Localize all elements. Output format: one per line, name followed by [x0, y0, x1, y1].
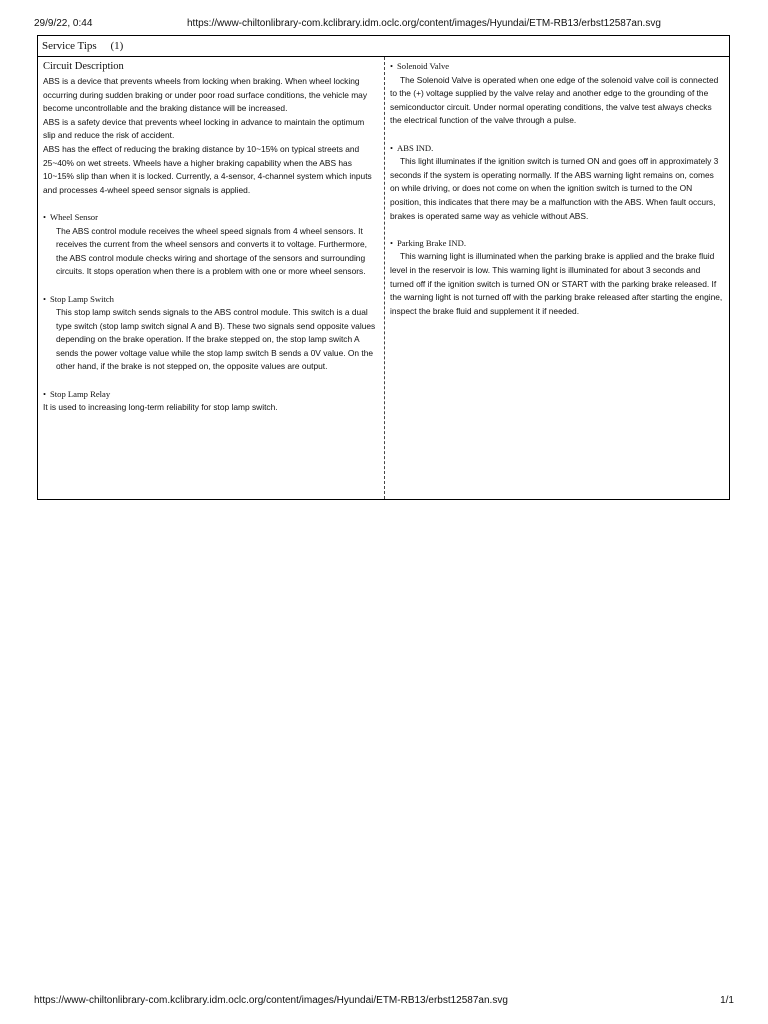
- right-column: [390, 60, 725, 318]
- page-title: Service Tips (1): [42, 40, 124, 52]
- title-bar: [38, 36, 729, 57]
- page-number: 1/1: [720, 995, 734, 1006]
- section-abs-ind: [390, 142, 725, 224]
- section-wheel-sensor: [43, 211, 378, 279]
- service-tips-frame: [37, 35, 730, 500]
- bullet-icon: •: [43, 388, 47, 399]
- print-url-header: https://www-chiltonlibrary-com.kclibrary.idm.oclc.org/content/images/Hyundai/ETM-RB13/erbst12587an.svg: [187, 18, 661, 29]
- section-text: This light illuminates if the ignition switch is turned ON and goes off in approximately 3 seconds if the system is operating normally. If the ABS warning light remains on, comes on while driving, or does not come on when the ignition switch is turned to the ON position, this indicates that there may be a malfunction with the ABS. When fault occurs, brakes is operated same way as vehicle without ABS.: [390, 156, 719, 221]
- section-title: ABS IND.: [397, 142, 434, 153]
- print-date: 29/9/22, 0:44: [34, 18, 93, 29]
- circuit-description-heading: Circuit Description: [43, 61, 124, 72]
- column-divider: [384, 57, 385, 499]
- section-text: This stop lamp switch sends signals to the ABS control module. This switch is a dual type switch (stop lamp switch signal A and B). These two signals send opposite values depending on the brake operation. If the brake stepped on, the stop lamp switch A sends the power voltage value while the stop lamp switch B sends a 0V value. On the other hand, if the brake is not stepped on, the opposite values are output.: [56, 307, 376, 372]
- bullet-icon: •: [390, 61, 394, 71]
- section-text: It is used to increasing long-term reliability for stop lamp switch.: [43, 402, 278, 413]
- intro-paragraph-1: ABS is a device that prevents wheels from locking when braking. When wheel locking occurring during sudden braking or under poor road surface conditions, the vehicle may become uncontrollable and the braking distance will be increased.: [43, 76, 368, 114]
- bullet-icon: •: [43, 211, 47, 222]
- section-stop-lamp-switch: [43, 293, 378, 375]
- section-stop-lamp-relay: [43, 388, 378, 415]
- section-title: Solenoid Valve: [397, 61, 450, 71]
- bullet-icon: •: [390, 142, 394, 153]
- section-text: The Solenoid Valve is operated when one edge of the solenoid valve coil is connected to the (+) voltage supplied by the valve relay and another edge to the grounding of the semiconductor circuit. Under normal operating conditions, the valve test always checks the electrical function of the valve through a pulse.: [390, 74, 719, 126]
- left-column: [43, 60, 378, 415]
- intro-paragraph-3: ABS has the effect of reducing the braking distance by 10~15% on typical streets and 25~40% on wet streets. Wheels have a higher braking capability when the ABS has 10~15% slip than when it is locked. Currently, a 4-sensor, 4-channel system which inputs and processes 4-wheel speed sensor signals is applied.: [43, 143, 372, 195]
- bullet-icon: •: [390, 237, 394, 248]
- intro-paragraph-2: ABS is a safety device that prevents wheel locking in advance to maintain the optimum slip and reduce the risk of accident.: [43, 116, 365, 141]
- section-parking-brake-ind: [390, 237, 725, 319]
- section-title: Wheel Sensor: [50, 211, 98, 222]
- bullet-icon: •: [43, 293, 47, 304]
- section-title: Parking Brake IND.: [397, 237, 466, 248]
- section-text: This warning light is illuminated when the parking brake is applied and the brake fluid level in the reservoir is low. This warning light is illuminated for about 3 seconds and turned off if the ignition switch is turned ON or START with the parking brake released. If the warning light is not turned off with the parking brake released after starting the engine, inspect the brake fluid and supplement it if needed.: [390, 251, 723, 316]
- section-title: Stop Lamp Relay: [50, 388, 111, 399]
- section-text: The ABS control module receives the wheel speed signals from 4 wheel sensors. It receives the current from the wheel sensors and converts it to voltage. Furthermore, the ABS control module checks wiring and shortage of the sensors and surrounding circuits. It stops operation when there is a problem with one or more wheel sensors.: [56, 225, 367, 277]
- section-solenoid-valve: [390, 60, 725, 128]
- print-url-footer: https://www-chiltonlibrary-com.kclibrary.idm.oclc.org/content/images/Hyundai/ETM-RB13/erbst12587an.svg: [34, 995, 508, 1006]
- section-title: Stop Lamp Switch: [50, 293, 114, 304]
